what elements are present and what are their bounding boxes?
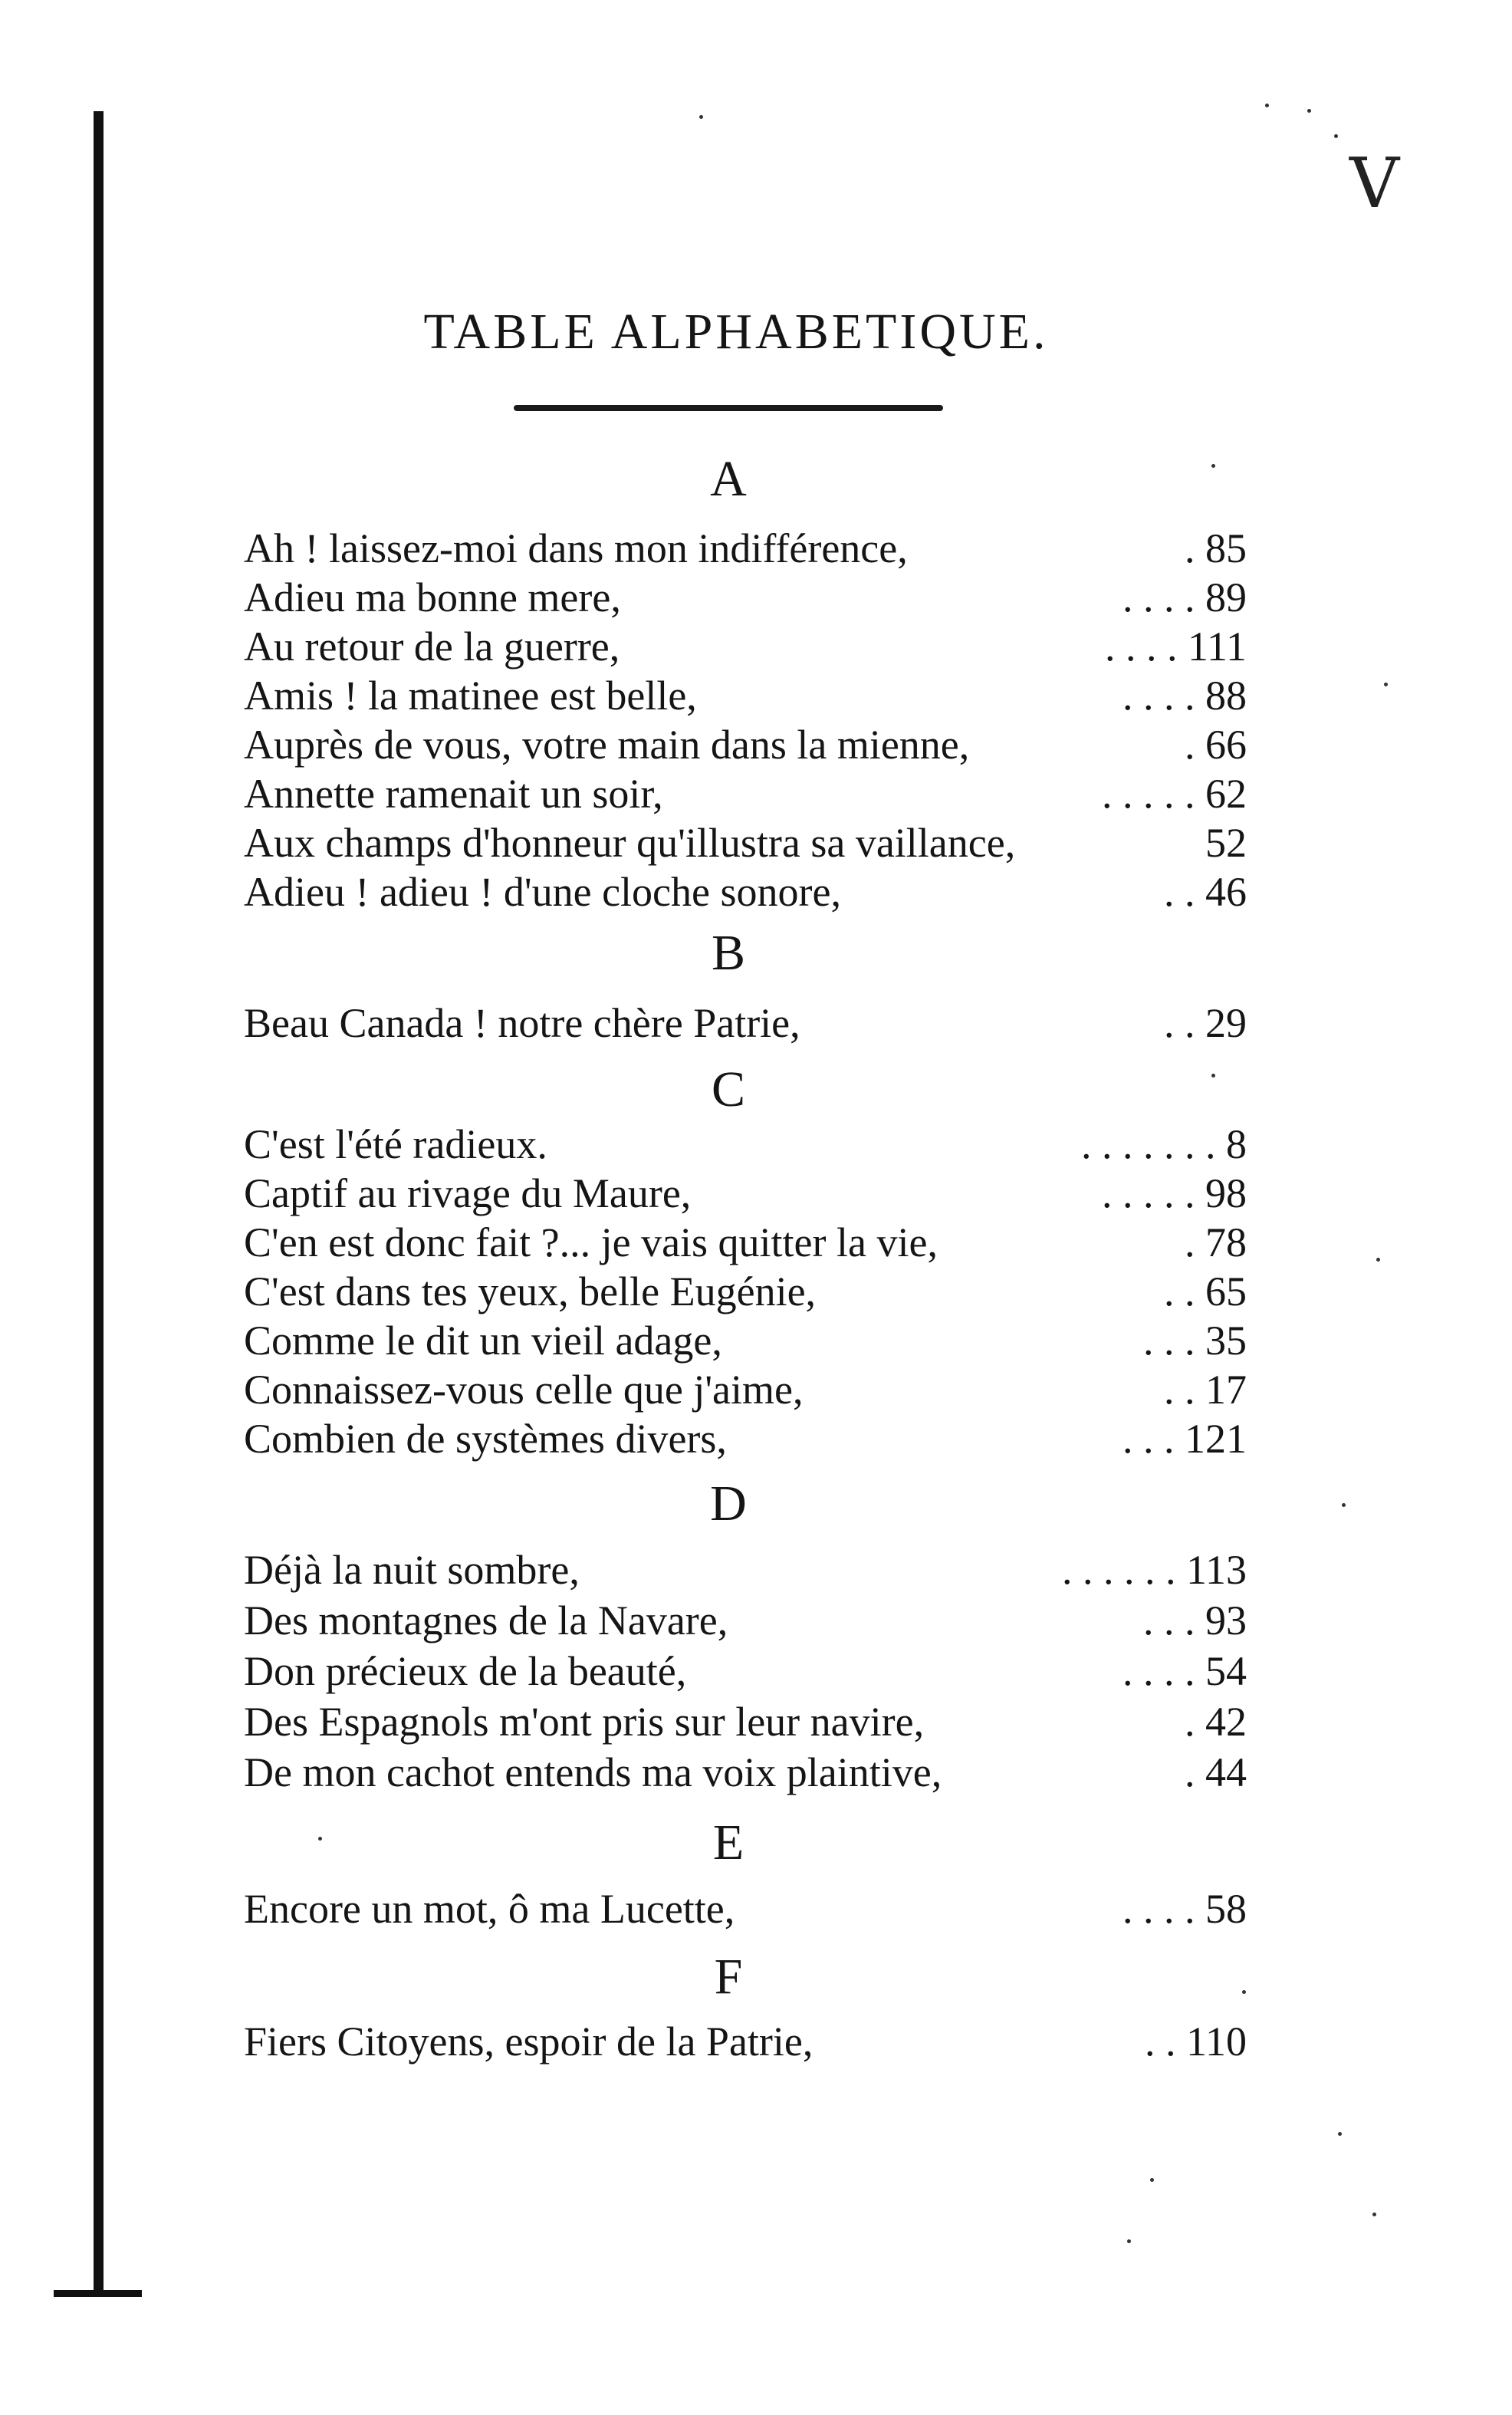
page-signature-mark: V: [1349, 143, 1399, 224]
entry-page-number: . 44: [1185, 1749, 1247, 1795]
entry-page-number: . . 110: [1145, 2019, 1247, 2065]
entry-title: Connaissez-vous celle que j'aime,: [244, 1367, 804, 1413]
toc-entry: [244, 1169, 1247, 1218]
scan-speck: [1376, 1258, 1380, 1262]
toc-entry: [244, 524, 1247, 573]
entry-page-number: . . . . 54: [1122, 1648, 1247, 1694]
entry-page-number: . . . . 88: [1122, 673, 1247, 719]
entry-title: Combien de systèmes divers,: [244, 1416, 727, 1462]
entry-title: C'est l'été radieux.: [244, 1121, 547, 1167]
toc-entry: [244, 1545, 1247, 1594]
scan-speck: [1338, 2132, 1342, 2136]
toc-entry: [244, 573, 1247, 622]
scan-speck: [1265, 104, 1269, 107]
entry-page-number: . . . 35: [1143, 1318, 1247, 1364]
scan-speck: [318, 1837, 322, 1841]
entry-title: Amis ! la matinee est belle,: [244, 673, 697, 719]
scan-speck: [1242, 1990, 1246, 1994]
scan-speck: [1211, 464, 1215, 468]
entry-title: Ah ! laissez-moi dans mon indifférence,: [244, 525, 908, 571]
entry-page-number: . . . 93: [1143, 1597, 1247, 1643]
section-letter-a: A: [710, 451, 747, 507]
entry-title: De mon cachot entends ma voix plaintive,: [244, 1749, 942, 1795]
toc-entry: [244, 622, 1247, 671]
scan-speck: [1334, 134, 1338, 138]
entry-title: Adieu ma bonne mere,: [244, 574, 621, 620]
toc-entry: [244, 1884, 1247, 1933]
left-margin-rule-foot: [54, 2290, 142, 2297]
section-letter-c: C: [711, 1061, 746, 1117]
entry-title: Fiers Citoyens, espoir de la Patrie,: [244, 2019, 814, 2065]
entry-page-number: . 66: [1185, 722, 1247, 768]
entry-title: Des Espagnols m'ont pris sur leur navire,: [244, 1699, 925, 1745]
toc-entry: [244, 671, 1247, 720]
entry-title: Encore un mot, ô ma Lucette,: [244, 1886, 735, 1932]
entry-title: C'en est donc fait ?... je vais quitter la vie,: [244, 1219, 938, 1265]
toc-entry: [244, 720, 1247, 769]
entry-title: Don précieux de la beauté,: [244, 1648, 687, 1694]
entry-page-number: . . 29: [1164, 1000, 1247, 1046]
entry-page-number: . . . . 111: [1105, 623, 1247, 670]
toc-entry: [244, 1596, 1247, 1645]
toc-entry: [244, 1697, 1247, 1746]
toc-entry: [244, 1414, 1247, 1463]
entry-page-number: . . . . . . 113: [1062, 1547, 1247, 1593]
entry-page-number: . . . . 89: [1122, 574, 1247, 620]
scan-speck: [1150, 2178, 1154, 2182]
toc-entry: [244, 1267, 1247, 1316]
entry-title: Des montagnes de la Navare,: [244, 1597, 728, 1643]
entry-page-number: . . 46: [1164, 869, 1247, 915]
title-underline-rule: [514, 405, 943, 411]
scan-speck: [1307, 109, 1311, 113]
entry-title: Déjà la nuit sombre,: [244, 1547, 580, 1593]
toc-entry: [244, 1120, 1247, 1169]
entry-page-number: . . 17: [1164, 1367, 1247, 1413]
entry-page-number: . . . . . . . 8: [1081, 1121, 1247, 1167]
entry-page-number: . . . . 58: [1122, 1886, 1247, 1932]
toc-entry: [244, 2017, 1247, 2066]
entry-title: Captif au rivage du Maure,: [244, 1170, 692, 1216]
entry-page-number: . 78: [1185, 1219, 1247, 1265]
scan-speck: [1127, 2239, 1131, 2243]
toc-entry: [244, 867, 1247, 916]
entry-page-number: 52: [1205, 820, 1247, 866]
section-letter-f: F: [714, 1949, 743, 2005]
entry-page-number: . . . . . 62: [1102, 771, 1247, 817]
scan-speck: [1384, 683, 1388, 686]
section-letter-d: D: [710, 1476, 747, 1532]
scan-speck: [1342, 1503, 1346, 1507]
toc-entry: [244, 1218, 1247, 1267]
entry-page-number: . 42: [1185, 1699, 1247, 1745]
entry-title: Annette ramenait un soir,: [244, 771, 663, 817]
toc-entry: [244, 769, 1247, 818]
scan-speck: [1211, 1074, 1215, 1078]
entry-title: Auprès de vous, votre main dans la mienne,: [244, 722, 970, 768]
toc-entry: [244, 1316, 1247, 1365]
scan-speck: [699, 115, 703, 119]
toc-entry: [244, 999, 1247, 1048]
entry-title: C'est dans tes yeux, belle Eugénie,: [244, 1268, 817, 1314]
page-title: TABLE ALPHABETIQUE.: [423, 304, 1049, 360]
section-letter-e: E: [712, 1815, 744, 1870]
entry-page-number: . . 65: [1164, 1268, 1247, 1314]
entry-page-number: . . . 121: [1122, 1416, 1247, 1462]
toc-entry: [244, 1748, 1247, 1797]
scan-speck: [1372, 2213, 1376, 2216]
entry-page-number: . . . . . 98: [1102, 1170, 1247, 1216]
entry-title: Au retour de la guerre,: [244, 623, 620, 670]
section-letter-b: B: [711, 925, 746, 981]
entry-title: Aux champs d'honneur qu'illustra sa vaillance,: [244, 820, 1016, 866]
entry-title: Adieu ! adieu ! d'une cloche sonore,: [244, 869, 841, 915]
toc-entry: [244, 1365, 1247, 1414]
entry-title: Beau Canada ! notre chère Patrie,: [244, 1000, 800, 1046]
toc-entry: [244, 1647, 1247, 1696]
entry-page-number: . 85: [1185, 525, 1247, 571]
toc-entry: [244, 818, 1247, 867]
entry-title: Comme le dit un vieil adage,: [244, 1318, 722, 1364]
